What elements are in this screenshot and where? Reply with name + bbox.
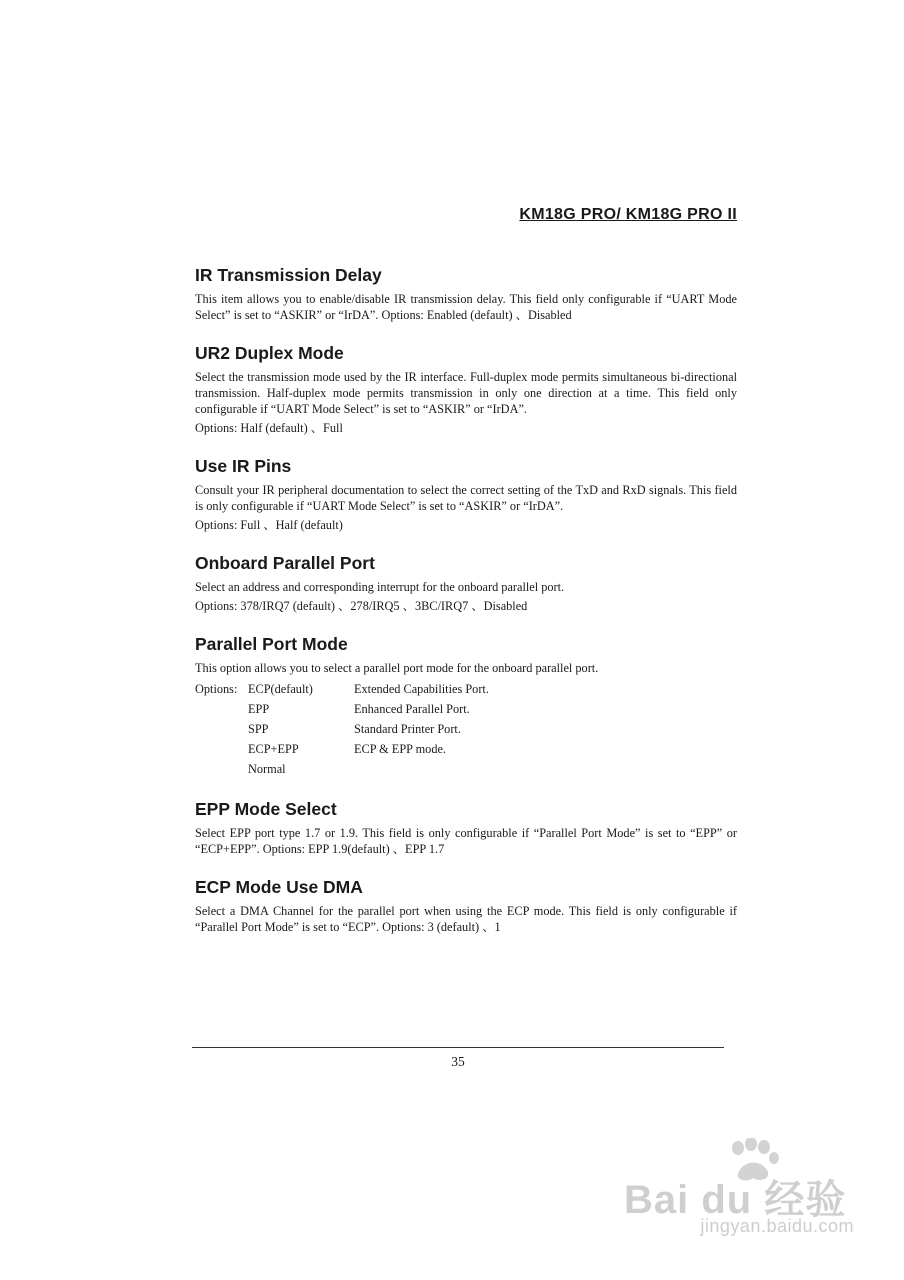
section-heading: Parallel Port Mode	[195, 634, 348, 654]
baidu-watermark	[624, 1138, 854, 1248]
section-paragraph: This option allows you to select a parallel port mode for the onboard parallel port.	[195, 661, 599, 675]
option-description: Enhanced Parallel Port.	[354, 702, 470, 716]
option-description	[354, 759, 489, 779]
options-row	[195, 719, 489, 739]
section-ur2-duplex-mode	[195, 342, 737, 436]
footer-divider	[192, 1047, 724, 1048]
section-ir-transmission-delay	[195, 264, 737, 323]
section-heading: UR2 Duplex Mode	[195, 343, 344, 363]
section-paragraph: Select an address and corresponding interrupt for the onboard parallel port.	[195, 580, 565, 594]
section-epp-mode-select	[195, 798, 737, 857]
section-onboard-parallel-port	[195, 552, 737, 614]
watermark-url: jingyan.baidu.com	[700, 1216, 854, 1236]
section-heading: IR Transmission Delay	[195, 265, 382, 285]
page-number: 35	[451, 1054, 465, 1069]
option-description: ECP & EPP mode.	[354, 742, 447, 756]
option-name: ECP+EPP	[248, 742, 299, 756]
section-heading: EPP Mode Select	[195, 799, 337, 819]
section-options: Options: Half (default) 、Full	[195, 421, 343, 435]
section-heading: Use IR Pins	[195, 456, 292, 476]
document-body	[195, 264, 737, 954]
options-row	[195, 699, 489, 719]
option-description: Standard Printer Port.	[354, 722, 461, 736]
options-row	[195, 679, 489, 699]
watermark-logo: Bai du 经验	[624, 1178, 847, 1222]
section-paragraph: Select a DMA Channel for the parallel port when using the ECP mode. This field is only configurable if “Parallel Port Mode” is set to “ECP”. Options: 3 (default) 、1	[195, 904, 737, 934]
option-name: Normal	[248, 762, 286, 776]
option-name: SPP	[248, 722, 269, 736]
options-row	[195, 759, 489, 779]
section-heading: Onboard Parallel Port	[195, 553, 375, 573]
options-row	[195, 739, 489, 759]
section-heading: ECP Mode Use DMA	[195, 877, 363, 897]
section-paragraph: Select EPP port type 1.7 or 1.9. This field is only configurable if “Parallel Port Mode” is set to “EPP” or “ECP+EPP”. Options: EPP 1.9(default) 、EPP 1.7	[195, 826, 737, 856]
section-paragraph: This item allows you to enable/disable IR transmission delay. This field only configurable if “UART Mode Select” is set to “ASKIR” or “IrDA”. Options: Enabled (default) 、Disabled	[195, 292, 737, 322]
section-use-ir-pins	[195, 455, 737, 533]
section-ecp-mode-use-dma	[195, 876, 737, 935]
option-name: ECP(default)	[248, 682, 313, 696]
section-parallel-port-mode	[195, 633, 737, 779]
document-header-title: KM18G PRO/ KM18G PRO II	[519, 206, 737, 223]
section-options: Options: Full 、Half (default)	[195, 518, 343, 532]
option-description: Extended Capabilities Port.	[354, 682, 489, 696]
section-paragraph: Select the transmission mode used by the IR interface. Full-duplex mode permits simultaneous bi-directional transmission. Half-duplex mode permits transmission in only one direction at a time. This field only configurable if “UART Mode Select” is set to “ASKIR” or “IrDA”.	[195, 370, 737, 416]
section-paragraph: Consult your IR peripheral documentation to select the correct setting of the TxD and RxD signals. This field is only configurable if “UART Mode Select” is set to “ASKIR” or “IrDA”.	[195, 483, 737, 513]
options-table	[195, 679, 489, 779]
option-name: EPP	[248, 702, 270, 716]
section-options: Options: 378/IRQ7 (default) 、278/IRQ5 、3BC/IRQ7 、Disabled	[195, 599, 528, 613]
options-label: Options:	[195, 682, 238, 696]
